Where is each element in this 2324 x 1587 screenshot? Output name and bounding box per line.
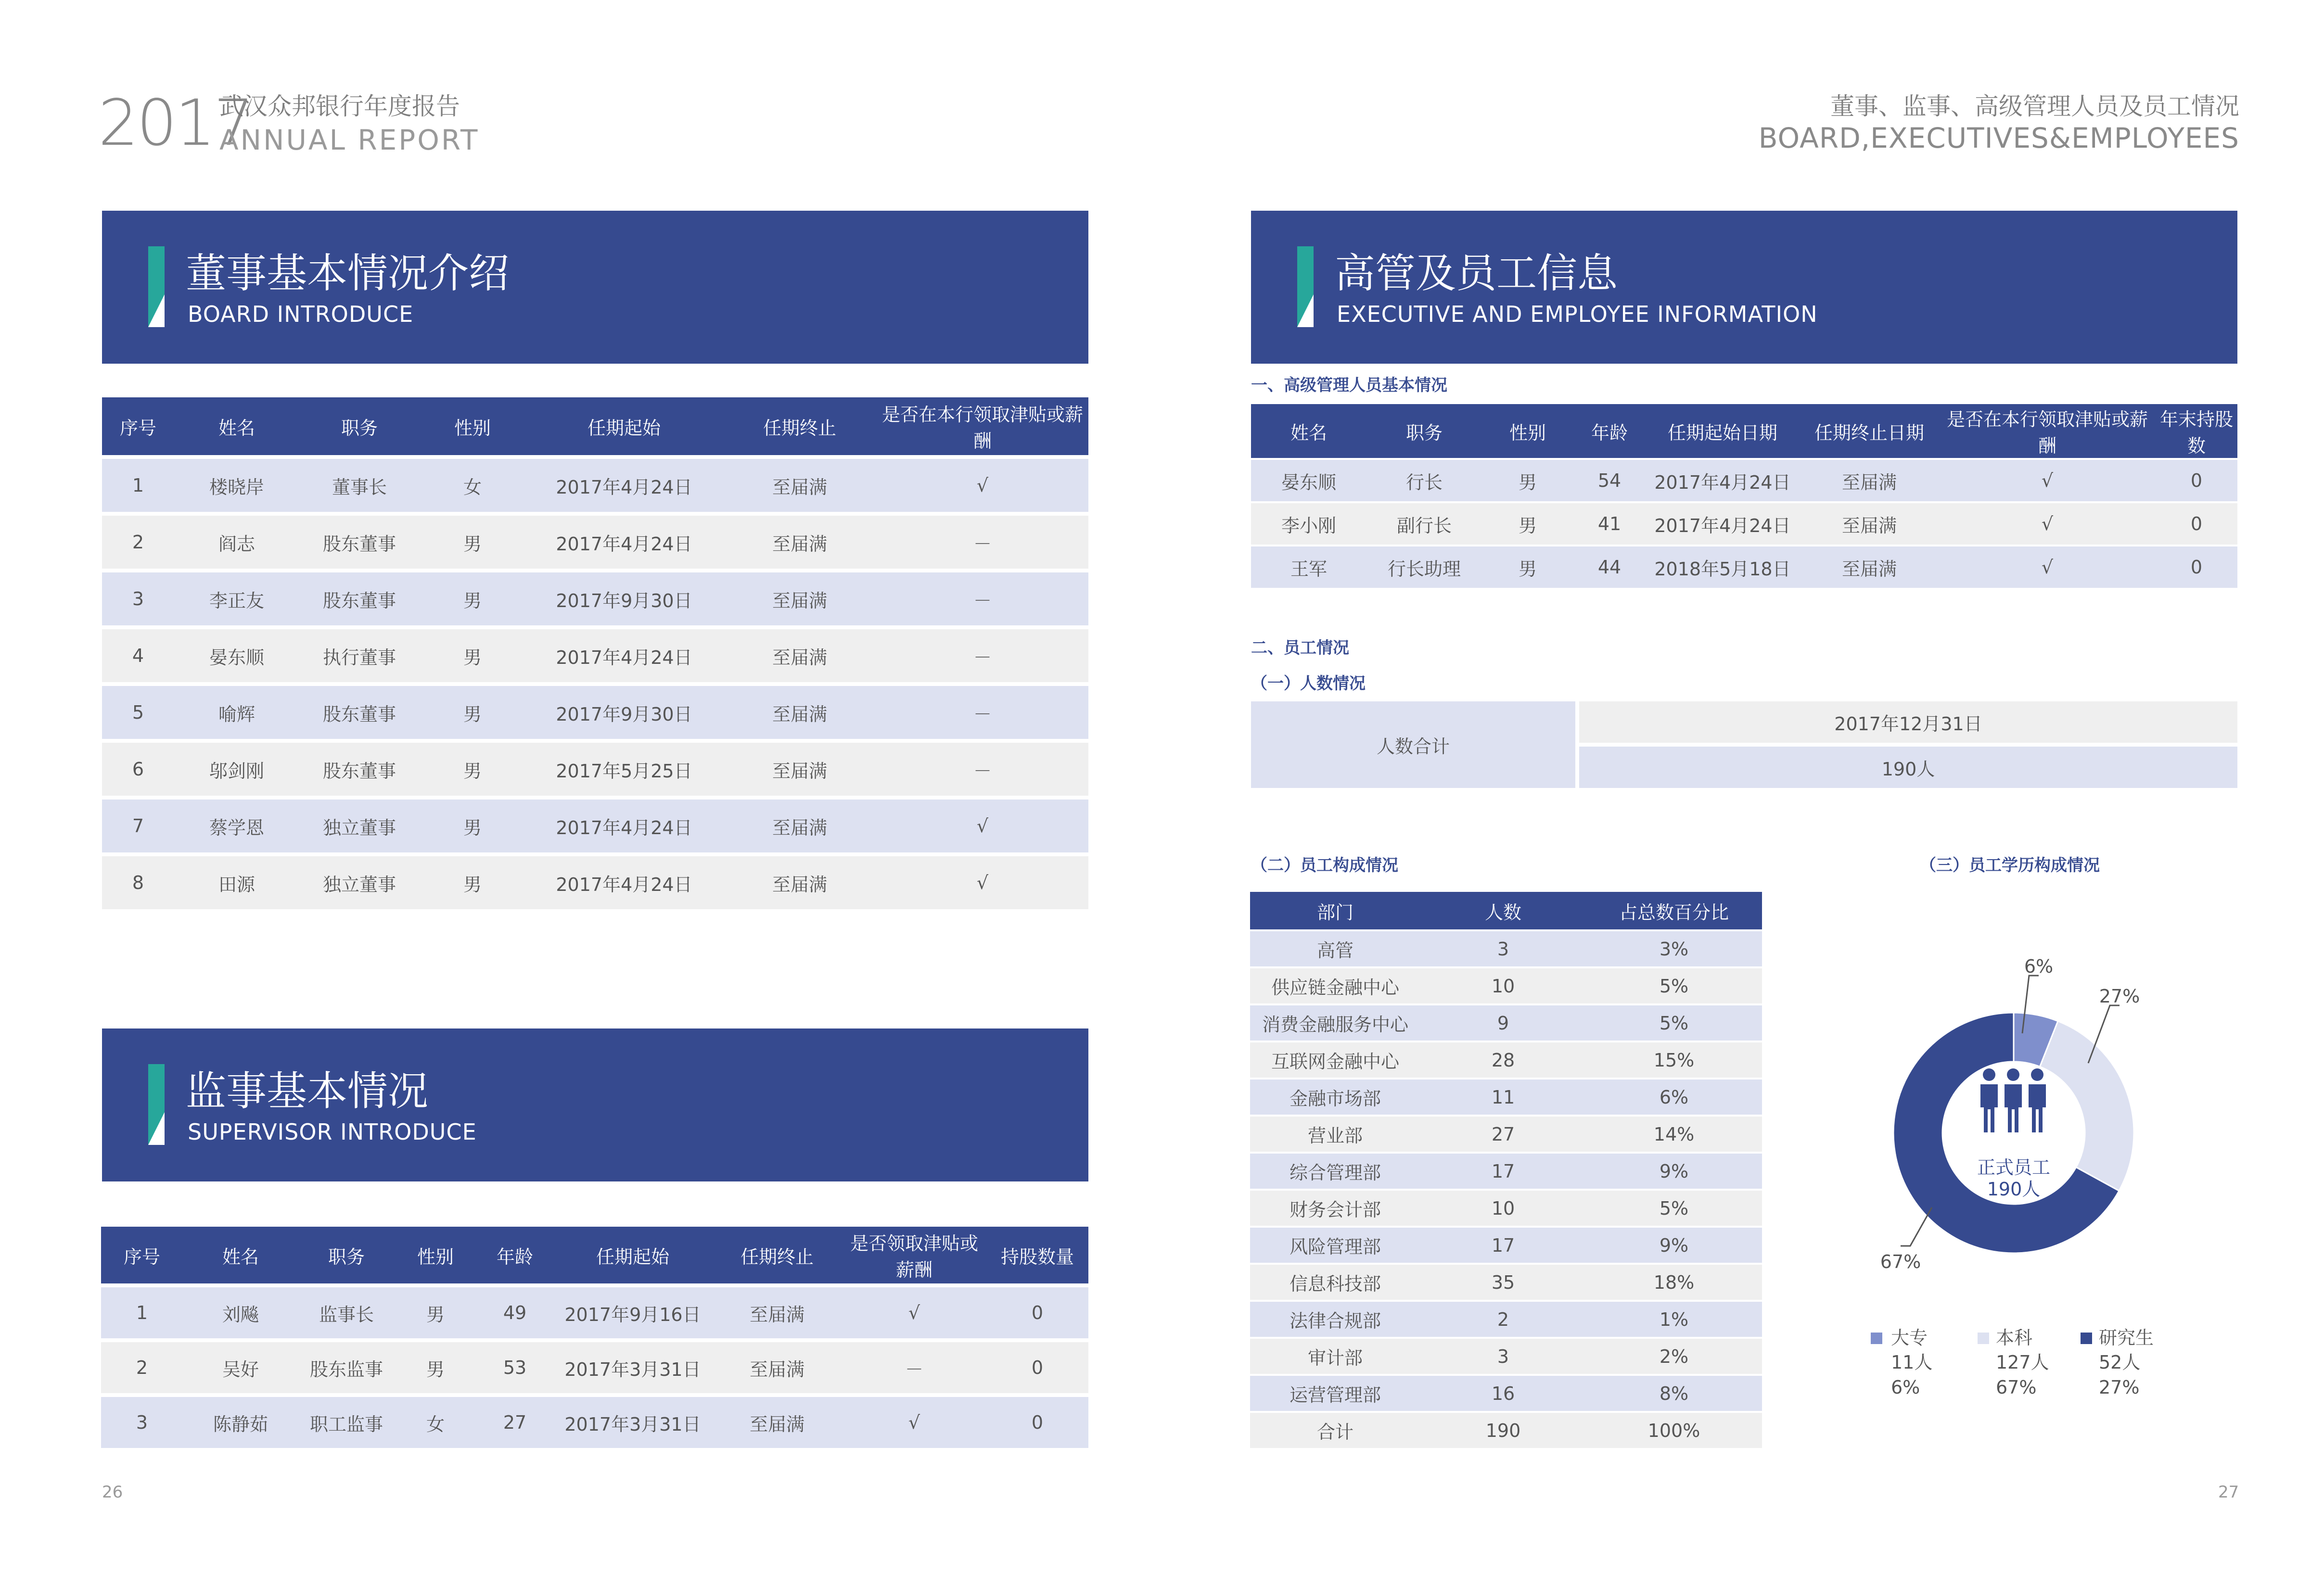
supervisor-table-cell: 0 <box>986 1287 1088 1338</box>
supervisor-table-cell: 27 <box>476 1397 553 1448</box>
executive-table-cell: √ <box>1939 546 2156 588</box>
department-table-cell: 3 <box>1420 931 1586 966</box>
supervisor-table-cell: 吴好 <box>183 1342 298 1393</box>
department-table-row <box>1250 1005 1762 1041</box>
department-table-row <box>1250 1154 1762 1189</box>
department-table-cell: 1% <box>1586 1302 1762 1337</box>
board-table-cell: 至届满 <box>723 686 877 739</box>
board-table-cell: 至届满 <box>723 800 877 852</box>
supervisor-table-cell: √ <box>842 1397 986 1448</box>
supervisor-table-cell: 至届满 <box>712 1342 842 1393</box>
department-table-cell: 9% <box>1586 1228 1762 1263</box>
board-table-cell: 田源 <box>174 856 299 909</box>
report-year: 2017 <box>98 86 252 160</box>
board-table-row <box>102 743 1088 796</box>
department-table-header-cell: 部门 <box>1250 892 1420 929</box>
supervisor-table-row <box>101 1397 1088 1448</box>
department-table-cell: 5% <box>1586 968 1762 1003</box>
chart-center-label: 正式员工 <box>1977 1157 2051 1178</box>
executive-table-header-cell: 职务 <box>1366 404 1482 458</box>
executive-title-en: EXECUTIVE AND EMPLOYEE INFORMATION <box>1337 301 1818 327</box>
chart-center-value: 190人 <box>1987 1179 2041 1200</box>
board-table-cell: 股东董事 <box>299 743 420 796</box>
executive-table-row <box>1251 503 2237 545</box>
executive-table-cell: 54 <box>1573 460 1646 501</box>
department-table-row <box>1250 1339 1762 1374</box>
board-table-cell: 女 <box>420 459 525 512</box>
department-table-cell: 5% <box>1586 1005 1762 1041</box>
slice-label-large: 67% <box>1880 1251 1921 1272</box>
supervisor-table-cell: 至届满 <box>712 1397 842 1448</box>
department-table-row <box>1250 1376 1762 1411</box>
department-table-cell: 高管 <box>1250 931 1420 966</box>
department-table-row <box>1250 1413 1762 1448</box>
supervisor-table-cell: √ <box>842 1287 986 1338</box>
executive-table-header-cell: 年龄 <box>1573 404 1646 458</box>
headcount-label: 人数合计 <box>1251 701 1575 788</box>
legend-swatch-yanjiusheng <box>2081 1333 2092 1344</box>
department-table-row <box>1250 1228 1762 1263</box>
board-table-cell: 2017年9月30日 <box>525 686 723 739</box>
department-table-cell: 9% <box>1586 1154 1762 1189</box>
board-table-cell: 2 <box>102 516 174 569</box>
headcount-value: 190人 <box>1579 747 2237 788</box>
board-table-cell: 男 <box>420 856 525 909</box>
board-table-cell: 喻辉 <box>174 686 299 739</box>
board-table-row <box>102 572 1088 625</box>
board-table-header-cell: 任期起始 <box>525 397 723 455</box>
executive-table-cell: 王军 <box>1251 546 1366 588</box>
executive-table-cell: √ <box>1939 503 2156 545</box>
supervisor-table-cell: 49 <box>476 1287 553 1338</box>
board-table-cell: 男 <box>420 629 525 682</box>
supervisor-table-header-cell: 序号 <box>101 1227 183 1283</box>
department-table-cell: 3 <box>1420 1339 1586 1374</box>
board-table-cell: 2017年4月24日 <box>525 459 723 512</box>
board-table-cell: 至届满 <box>723 516 877 569</box>
department-table-row <box>1250 968 1762 1003</box>
department-table-cell: 3% <box>1586 931 1762 966</box>
executive-table-cell: √ <box>1939 460 2156 501</box>
department-table-cell: 35 <box>1420 1265 1586 1300</box>
board-table-cell: 股东董事 <box>299 686 420 739</box>
executive-table-row <box>1251 460 2237 501</box>
board-table-cell: 邬剑刚 <box>174 743 299 796</box>
executive-table-cell: 男 <box>1482 503 1573 545</box>
executive-table-cell: 2017年4月24日 <box>1646 503 1800 545</box>
composition-title: （二）员工构成情况 <box>1251 856 1398 875</box>
department-table-cell: 综合管理部 <box>1250 1154 1420 1189</box>
department-table-cell: 2% <box>1586 1339 1762 1374</box>
supervisor-banner <box>102 1028 1088 1181</box>
board-table-cell: 至届满 <box>723 743 877 796</box>
board-table-header-cell: 序号 <box>102 397 174 455</box>
legend-dazhuan: 大专 11人 6% <box>1891 1327 1933 1398</box>
donut-slice-1 <box>2040 1021 2134 1191</box>
supervisor-table-cell: 男 <box>395 1342 476 1393</box>
executive-table-cell: 0 <box>2156 503 2237 545</box>
supervisor-table-cell: 至届满 <box>712 1287 842 1338</box>
board-table-cell: 2017年5月25日 <box>525 743 723 796</box>
department-table-cell: 8% <box>1586 1376 1762 1411</box>
department-table-cell: 运营管理部 <box>1250 1376 1420 1411</box>
department-table-cell: 营业部 <box>1250 1117 1420 1152</box>
legend-yanjiusheng: 研究生 52人 27% <box>2099 1327 2154 1398</box>
board-table-cell: √ <box>877 800 1088 852</box>
department-table-header-cell: 人数 <box>1420 892 1586 929</box>
department-table-cell: 互联网金融中心 <box>1250 1042 1420 1078</box>
department-table-cell: 18% <box>1586 1265 1762 1300</box>
department-table-cell: 27 <box>1420 1117 1586 1152</box>
executive-table-cell: 44 <box>1573 546 1646 588</box>
executive-table-header-cell: 年末持股数 <box>2156 404 2237 458</box>
supervisor-table-cell: 股东监事 <box>298 1342 395 1393</box>
board-title-cn: 董事基本情况介绍 <box>186 250 510 297</box>
supervisor-table-cell: 职工监事 <box>298 1397 395 1448</box>
supervisor-table-cell: 3 <box>101 1397 183 1448</box>
board-table-cell: 5 <box>102 686 174 739</box>
legend-swatch-dazhuan <box>1871 1333 1882 1344</box>
board-table-cell: 晏东顺 <box>174 629 299 682</box>
board-table-cell: 6 <box>102 743 174 796</box>
supervisor-table-cell: － <box>842 1342 986 1393</box>
board-table-cell: 楼晓岸 <box>174 459 299 512</box>
executive-table-header-cell: 是否在本行领取津贴或薪酬 <box>1939 404 2156 458</box>
board-table-row <box>102 686 1088 739</box>
department-table-cell: 财务会计部 <box>1250 1191 1420 1226</box>
board-table-cell: 男 <box>420 800 525 852</box>
board-table-cell: 1 <box>102 459 174 512</box>
department-table-cell: 16 <box>1420 1376 1586 1411</box>
board-table-cell: 男 <box>420 743 525 796</box>
board-table-cell: 至届满 <box>723 459 877 512</box>
supervisor-table-cell: 2017年3月31日 <box>553 1397 712 1448</box>
headcount-title: （一）人数情况 <box>1251 674 1366 693</box>
education-donut-chart <box>1867 938 2204 1299</box>
supervisor-table-row <box>101 1287 1088 1338</box>
board-table-cell: 至届满 <box>723 856 877 909</box>
executive-table-cell: 至届满 <box>1800 546 1939 588</box>
executive-banner <box>1251 211 2237 364</box>
board-table-cell: 至届满 <box>723 629 877 682</box>
department-table-cell: 190 <box>1420 1413 1586 1448</box>
supervisor-table-header-cell: 持股数量 <box>986 1227 1088 1283</box>
supervisor-table-row <box>101 1342 1088 1393</box>
department-table-cell: 5% <box>1586 1191 1762 1226</box>
executive-title-cn: 高管及员工信息 <box>1335 250 1618 297</box>
supervisor-table <box>101 1223 1088 1452</box>
supervisor-table-cell: 男 <box>395 1287 476 1338</box>
board-table-cell: 股东董事 <box>299 516 420 569</box>
supervisor-table-header-cell: 职务 <box>298 1227 395 1283</box>
department-table-cell: 2 <box>1420 1302 1586 1337</box>
department-table-row <box>1250 1191 1762 1226</box>
department-table-row <box>1250 1302 1762 1337</box>
department-table-row <box>1250 1265 1762 1300</box>
department-table-cell: 合计 <box>1250 1413 1420 1448</box>
executive-table-cell: 至届满 <box>1800 460 1939 501</box>
board-table-cell: 男 <box>420 686 525 739</box>
department-table-cell: 28 <box>1420 1042 1586 1078</box>
executive-table-cell: 0 <box>2156 546 2237 588</box>
supervisor-table-header-cell: 性别 <box>395 1227 476 1283</box>
department-table <box>1250 890 1762 1450</box>
board-table-cell: 3 <box>102 572 174 625</box>
supervisor-table-cell: 2 <box>101 1342 183 1393</box>
executive-subtitle: 一、高级管理人员基本情况 <box>1251 376 1447 395</box>
department-table-row <box>1250 931 1762 966</box>
board-table-cell: 7 <box>102 800 174 852</box>
board-table-header-cell: 姓名 <box>174 397 299 455</box>
board-table-cell: － <box>877 516 1088 569</box>
department-table-cell: 6% <box>1586 1079 1762 1115</box>
board-table <box>102 394 1088 913</box>
executive-table <box>1251 402 2237 590</box>
supervisor-table-cell: 0 <box>986 1397 1088 1448</box>
board-table-cell: 2017年4月24日 <box>525 516 723 569</box>
department-table-cell: 法律合规部 <box>1250 1302 1420 1337</box>
board-table-row <box>102 629 1088 682</box>
supervisor-table-cell: 2017年9月16日 <box>553 1287 712 1338</box>
bank-report-title: 武汉众邦银行年度报告 <box>219 92 460 120</box>
board-table-cell: 独立董事 <box>299 800 420 852</box>
executive-table-header-cell: 任期终止日期 <box>1800 404 1939 458</box>
page-number-right: 27 <box>2218 1483 2239 1502</box>
board-table-cell: 2017年9月30日 <box>525 572 723 625</box>
staff-section-title: 二、员工情况 <box>1251 638 1349 658</box>
executive-table-cell: 2017年4月24日 <box>1646 460 1800 501</box>
supervisor-title-en: SUPERVISOR INTRODUCE <box>188 1119 477 1145</box>
board-title-en: BOARD INTRODUCE <box>188 301 414 327</box>
board-table-cell: 蔡学恩 <box>174 800 299 852</box>
board-table-cell: 执行董事 <box>299 629 420 682</box>
supervisor-table-header-cell: 是否领取津贴或薪酬 <box>842 1227 986 1283</box>
supervisor-table-cell: 2017年3月31日 <box>553 1342 712 1393</box>
supervisor-table-cell: 0 <box>986 1342 1088 1393</box>
slice-label-mid: 27% <box>2099 986 2140 1007</box>
supervisor-table-cell: 监事长 <box>298 1287 395 1338</box>
executive-table-cell: 男 <box>1482 546 1573 588</box>
board-table-cell: 股东董事 <box>299 572 420 625</box>
annual-report-label: ANNUAL REPORT <box>219 124 480 156</box>
board-table-cell: － <box>877 572 1088 625</box>
department-table-cell: 信息科技部 <box>1250 1265 1420 1300</box>
legend-benke: 本科 127人 67% <box>1996 1327 2049 1398</box>
board-table-cell: √ <box>877 459 1088 512</box>
department-table-row <box>1250 1117 1762 1152</box>
department-table-cell: 审计部 <box>1250 1339 1420 1374</box>
executive-table-cell: 李小刚 <box>1251 503 1366 545</box>
board-table-cell: 男 <box>420 516 525 569</box>
department-table-cell: 17 <box>1420 1228 1586 1263</box>
board-table-cell: 2017年4月24日 <box>525 856 723 909</box>
board-table-cell: 至届满 <box>723 572 877 625</box>
board-banner <box>102 211 1088 364</box>
department-table-cell: 9 <box>1420 1005 1586 1041</box>
board-table-cell: 2017年4月24日 <box>525 800 723 852</box>
supervisor-table-cell: 陈静茹 <box>183 1397 298 1448</box>
board-table-cell: － <box>877 686 1088 739</box>
supervisor-title-cn: 监事基本情况 <box>186 1067 429 1115</box>
section-title-en: BOARD,EXECUTIVES&EMPLOYEES <box>1758 122 2239 154</box>
executive-table-cell: 副行长 <box>1366 503 1482 545</box>
board-table-cell: 2017年4月24日 <box>525 629 723 682</box>
department-table-cell: 14% <box>1586 1117 1762 1152</box>
department-table-header-cell: 占总数百分比 <box>1586 892 1762 929</box>
department-table-row <box>1250 1079 1762 1115</box>
supervisor-table-header-cell: 年龄 <box>476 1227 553 1283</box>
executive-table-cell: 晏东顺 <box>1251 460 1366 501</box>
board-table-cell: 独立董事 <box>299 856 420 909</box>
executive-table-row <box>1251 546 2237 588</box>
department-table-cell: 100% <box>1586 1413 1762 1448</box>
department-table-cell: 供应链金融中心 <box>1250 968 1420 1003</box>
supervisor-table-header-cell: 任期终止 <box>712 1227 842 1283</box>
department-table-cell: 17 <box>1420 1154 1586 1189</box>
executive-table-cell: 行长助理 <box>1366 546 1482 588</box>
board-table-cell: 男 <box>420 572 525 625</box>
board-table-cell: － <box>877 743 1088 796</box>
board-table-header-cell: 职务 <box>299 397 420 455</box>
supervisor-table-cell: 1 <box>101 1287 183 1338</box>
slice-label-small: 6% <box>2024 956 2054 977</box>
section-title-cn: 董事、监事、高级管理人员及员工情况 <box>1830 92 2239 120</box>
executive-table-cell: 2018年5月18日 <box>1646 546 1800 588</box>
board-table-cell: 8 <box>102 856 174 909</box>
department-table-cell: 15% <box>1586 1042 1762 1078</box>
department-table-cell: 10 <box>1420 968 1586 1003</box>
board-table-row <box>102 856 1088 909</box>
board-table-cell: √ <box>877 856 1088 909</box>
department-table-cell: 11 <box>1420 1079 1586 1115</box>
department-table-cell: 消费金融服务中心 <box>1250 1005 1420 1041</box>
executive-table-cell: 0 <box>2156 460 2237 501</box>
board-table-cell: 董事长 <box>299 459 420 512</box>
executive-table-header-cell: 姓名 <box>1251 404 1366 458</box>
supervisor-table-header-cell: 姓名 <box>183 1227 298 1283</box>
supervisor-table-cell: 女 <box>395 1397 476 1448</box>
board-table-header-cell: 是否在本行领取津贴或薪酬 <box>877 397 1088 455</box>
supervisor-table-cell: 53 <box>476 1342 553 1393</box>
executive-table-cell: 男 <box>1482 460 1573 501</box>
legend-swatch-benke <box>1978 1333 1989 1344</box>
executive-table-header-cell: 性别 <box>1482 404 1573 458</box>
board-table-row <box>102 459 1088 512</box>
executive-table-header-cell: 任期起始日期 <box>1646 404 1800 458</box>
page-number-left: 26 <box>102 1483 123 1502</box>
executive-table-cell: 行长 <box>1366 460 1482 501</box>
people-group-icon <box>1980 1068 2046 1132</box>
board-table-row <box>102 800 1088 852</box>
board-table-row <box>102 516 1088 569</box>
board-table-cell: － <box>877 629 1088 682</box>
department-table-cell: 金融市场部 <box>1250 1079 1420 1115</box>
supervisor-table-header-cell: 任期起始 <box>553 1227 712 1283</box>
department-table-cell: 10 <box>1420 1191 1586 1226</box>
executive-table-cell: 至届满 <box>1800 503 1939 545</box>
executive-table-cell: 41 <box>1573 503 1646 545</box>
education-title: （三）员工学历构成情况 <box>1920 856 2100 875</box>
supervisor-table-cell: 刘飚 <box>183 1287 298 1338</box>
department-table-row <box>1250 1042 1762 1078</box>
headcount-date: 2017年12月31日 <box>1579 701 2237 743</box>
board-table-cell: 李正友 <box>174 572 299 625</box>
board-table-header-cell: 任期终止 <box>723 397 877 455</box>
board-table-cell: 4 <box>102 629 174 682</box>
board-table-header-cell: 性别 <box>420 397 525 455</box>
department-table-cell: 风险管理部 <box>1250 1228 1420 1263</box>
board-table-cell: 阎志 <box>174 516 299 569</box>
